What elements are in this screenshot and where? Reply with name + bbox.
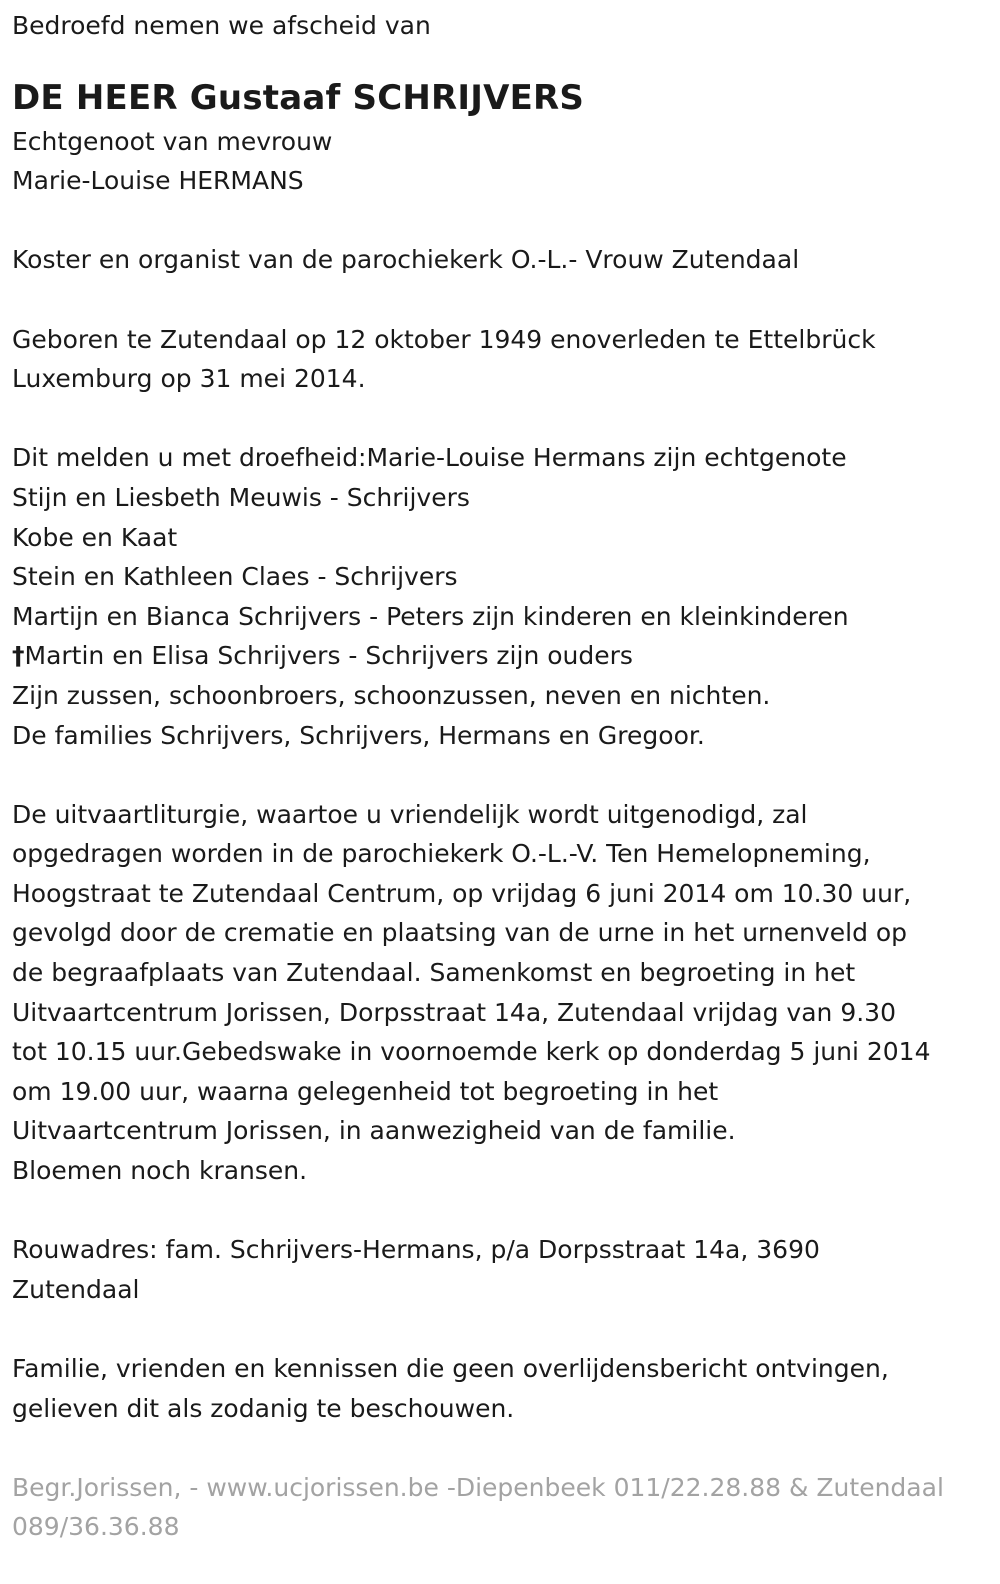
funeral-line: De uitvaartliturgie, waartoe u vriendelijk wordt uitgenodigd, zal xyxy=(12,799,808,829)
family-line: Zijn zussen, schoonbroers, schoonzussen, neven en nichten. xyxy=(12,680,771,710)
funeral-line: Hoogstraat te Zutendaal Centrum, op vrijdag 6 juni 2014 om 10.30 uur, xyxy=(12,878,912,908)
closing-block xyxy=(12,1349,988,1428)
family-line: Martijn en Bianca Schrijvers - Peters zijn kinderen en kleinkinderen xyxy=(12,601,849,631)
parents-text: Martin en Elisa Schrijvers - Schrijvers zijn ouders xyxy=(24,641,633,671)
funeral-home-footer xyxy=(12,1468,988,1547)
funeral-line: Uitvaartcentrum Jorissen, in aanwezigheid van de familie. xyxy=(12,1116,736,1146)
family-block xyxy=(12,438,988,755)
funeral-line: Uitvaartcentrum Jorissen, Dorpsstraat 14a, Zutendaal vrijdag van 9.30 xyxy=(12,997,896,1027)
funeral-line: opgedragen worden in de parochiekerk O.-L.-V. Ten Hemelopneming, xyxy=(12,839,871,869)
footer-line: Begr.Jorissen, - www.ucjorissen.be -Diepenbeek 011/22.28.88 & Zutendaal xyxy=(12,1472,944,1502)
address-block xyxy=(12,1230,988,1309)
spouse-block xyxy=(12,122,988,201)
closing-line: gelieven dit als zodanig te beschouwen. xyxy=(12,1393,515,1423)
family-line: Stijn en Liesbeth Meuwis - Schrijvers xyxy=(12,482,470,512)
spouse-line: Echtgenoot van mevrouw xyxy=(12,126,333,156)
role-text: Koster en organist van de parochiekerk O.-L.- Vrouw Zutendaal xyxy=(12,245,800,275)
address-line: Zutendaal xyxy=(12,1274,140,1304)
footer-line: 089/36.36.88 xyxy=(12,1512,180,1542)
family-line: Dit melden u met droefheid:Marie-Louise Hermans zijn echtgenote xyxy=(12,443,847,473)
intro-text: Bedroefd nemen we afscheid van xyxy=(12,11,431,40)
family-line: Kobe en Kaat xyxy=(12,522,178,552)
birth-death-line: Geboren te Zutendaal op 12 oktober 1949 enoverleden te Ettelbrück xyxy=(12,324,876,354)
funeral-line: tot 10.15 uur.Gebedswake in voornoemde kerk op donderdag 5 juni 2014 xyxy=(12,1037,931,1067)
address-line: Rouwadres: fam. Schrijvers-Hermans, p/a Dorpsstraat 14a, 3690 xyxy=(12,1235,820,1265)
birth-death-block xyxy=(12,320,988,399)
funeral-line: Bloemen noch kransen. xyxy=(12,1156,308,1186)
parents-line xyxy=(12,636,988,676)
deceased-name: DE HEER Gustaaf SCHRIJVERS xyxy=(12,77,585,118)
funeral-line: om 19.00 uur, waarna gelegenheid tot begroeting in het xyxy=(12,1076,719,1106)
family-line: Stein en Kathleen Claes - Schrijvers xyxy=(12,562,458,592)
family-line: De families Schrijvers, Schrijvers, Hermans en Gregoor. xyxy=(12,720,705,750)
closing-line: Familie, vrienden en kennissen die geen overlijdensbericht ontvingen, xyxy=(12,1354,889,1383)
funeral-line: gevolgd door de crematie en plaatsing van de urne in het urnenveld op xyxy=(12,918,908,948)
birth-death-line: Luxemburg op 31 mei 2014. xyxy=(12,364,366,394)
spouse-name: Marie-Louise HERMANS xyxy=(12,166,304,196)
cross-icon: † xyxy=(12,641,25,671)
funeral-block xyxy=(12,795,988,1191)
funeral-line: de begraafplaats van Zutendaal. Samenkomst en begroeting in het xyxy=(12,958,856,988)
